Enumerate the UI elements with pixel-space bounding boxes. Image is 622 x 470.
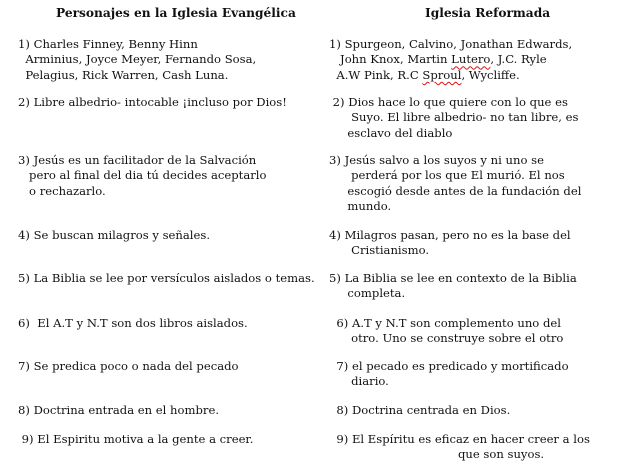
left-item-7 xyxy=(18,359,328,374)
text-fragment: , J.C. Ryle xyxy=(490,52,547,67)
text-line: 4) Milagros pasan, pero no es la base del xyxy=(329,228,571,242)
text-line: esclavo del diablo xyxy=(329,125,453,140)
left-item-4 xyxy=(18,228,328,243)
left-item-5 xyxy=(18,271,328,286)
left-item-6 xyxy=(18,316,328,331)
text-line: otro. Uno se construye sobre el otro xyxy=(329,331,564,346)
right-item-7 xyxy=(329,359,619,390)
text-line: 2) Libre albedrio- intocable ¡incluso por Dios! xyxy=(18,95,287,109)
text-line: Arminius, Joyce Meyer, Fernando Sosa, xyxy=(18,52,257,67)
left-item-9 xyxy=(18,432,328,447)
text-line: que son suyos. xyxy=(329,447,545,462)
text-line: 3) Jesús es un facilitador de la Salvación xyxy=(18,153,257,167)
text-line: 2) Dios hace lo que quiere con lo que es xyxy=(329,95,568,109)
right-item-2 xyxy=(329,95,619,141)
text-line: completa. xyxy=(329,286,406,301)
text-line xyxy=(329,52,619,67)
left-item-3 xyxy=(18,153,328,199)
right-item-1 xyxy=(329,37,619,83)
text-line: pero al final del dia tú decides aceptarlo xyxy=(18,168,267,183)
right-item-9 xyxy=(329,432,619,463)
text-line: 9) El Espiritu motiva a la gente a creer. xyxy=(18,432,254,446)
right-item-8 xyxy=(329,403,619,418)
text-line: 9) El Espíritu es eficaz en hacer creer a los xyxy=(329,432,590,446)
heading-evangelical: Personajes en la Iglesia Evangélica xyxy=(56,6,296,20)
text-line: 4) Se buscan milagros y señales. xyxy=(18,228,210,242)
text-line: o rechazarlo. xyxy=(18,183,106,198)
spellcheck-word: Lutero xyxy=(451,52,491,67)
text-fragment: , Wycliffe. xyxy=(461,67,520,82)
right-item-5 xyxy=(329,271,619,302)
text-line: perderá por los que El murió. El nos xyxy=(329,168,565,183)
text-line: diario. xyxy=(329,374,389,389)
spellcheck-word: Sproul xyxy=(422,67,462,82)
right-item-3 xyxy=(329,153,619,215)
left-item-1 xyxy=(18,37,328,83)
text-line: 3) Jesús salvo a los suyos y ni uno se xyxy=(329,153,544,167)
text-line: Suyo. El libre albedrio- no tan libre, es xyxy=(329,110,579,125)
left-item-8 xyxy=(18,403,328,418)
text-line: 1) Charles Finney, Benny Hinn xyxy=(18,37,198,51)
text-line: Cristianismo. xyxy=(329,243,430,258)
text-line: escogió desde antes de la fundación del xyxy=(329,183,582,198)
text-line: 7) el pecado es predicado y mortificado xyxy=(329,359,569,373)
text-line: 6) El A.T y N.T son dos libros aislados. xyxy=(18,316,248,330)
text-line: mundo. xyxy=(329,199,392,214)
text-line xyxy=(329,68,619,83)
text-line: 5) La Biblia se lee en contexto de la Biblia xyxy=(329,271,577,285)
text-line: 7) Se predica poco o nada del pecado xyxy=(18,359,239,373)
text-line: 8) Doctrina entrada en el hombre. xyxy=(18,403,220,417)
heading-reformed: Iglesia Reformada xyxy=(425,6,551,20)
left-item-2 xyxy=(18,95,328,110)
text-line: 1) Spurgeon, Calvino, Jonathan Edwards, xyxy=(329,37,573,51)
text-fragment: John Knox, Martin xyxy=(329,52,452,67)
text-line: Pelagius, Rick Warren, Cash Luna. xyxy=(18,67,229,82)
text-line: 8) Doctrina centrada en Dios. xyxy=(329,403,511,417)
text-line: 6) A.T y N.T son complemento uno del xyxy=(329,316,561,330)
right-item-4 xyxy=(329,228,619,259)
text-line: 5) La Biblia se lee por versículos aislados o temas. xyxy=(18,271,315,285)
text-fragment: A.W Pink, R.C xyxy=(329,67,423,82)
right-item-6 xyxy=(329,316,619,347)
